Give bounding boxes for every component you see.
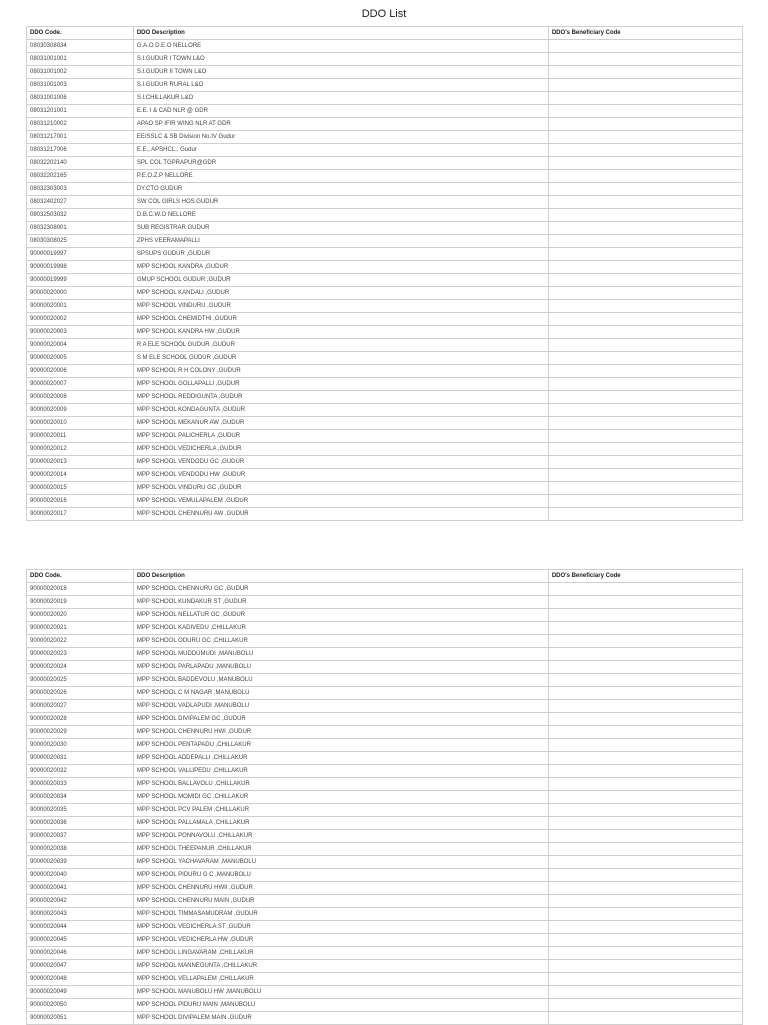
ddo-code-cell: 90000020036 [27,817,134,830]
ddo-code-cell: 08030308025 [27,235,134,248]
ddo-code-cell: 08032308001 [27,222,134,235]
ddo-description-cell: MPP SCHOOL C M NAGAR ,MANUBOLU [133,687,548,700]
table-row [27,430,743,443]
table-row [27,508,743,521]
ddo-code-cell: 90000020028 [27,713,134,726]
ddo-description-cell: S.I.CHILLAKUR L&O [133,92,548,105]
ddo-code-cell: 90000020051 [27,1012,134,1025]
beneficiary-code-cell [548,778,742,791]
ddo-code-cell: 90000020024 [27,661,134,674]
table-row [27,352,743,365]
ddo-description-cell: MPP SCHOOL NELLATUR GC ,GUDUR [133,609,548,622]
beneficiary-code-cell [548,248,742,261]
beneficiary-code-cell [548,495,742,508]
beneficiary-code-cell [548,1012,742,1025]
ddo-description-cell: SUB REGISTRAR GUDUR [133,222,548,235]
ddo-description-cell: MPP SCHOOL REDDIGUNTA ,GUDUR [133,391,548,404]
beneficiary-code-cell [548,144,742,157]
beneficiary-code-cell [548,609,742,622]
beneficiary-code-cell [548,596,742,609]
ddo-description-cell: D.B.C.W.O NELLORE [133,209,548,222]
table-row [27,921,743,934]
table-row [27,895,743,908]
ddo-description-cell: MPP SCHOOL DIVIPALEM GC ,GUDUR [133,713,548,726]
beneficiary-code-cell [548,131,742,144]
table-row [27,765,743,778]
ddo-code-cell: 90000020041 [27,882,134,895]
ddo-description-cell: MPP SCHOOL ADDEPALLI ,CHILLAKUR [133,752,548,765]
table-row [27,843,743,856]
ddo-code-cell: 90000020034 [27,791,134,804]
ddo-description-cell: MPP SCHOOL R H COLONY ,GUDUR [133,365,548,378]
ddo-description-cell: MPP SCHOOL CHENNURU GC ,GUDUR [133,583,548,596]
beneficiary-code-cell [548,765,742,778]
ddo-code-cell: 90000020048 [27,973,134,986]
ddo-description-cell: MPP SCHOOL KADIVEDU ,CHILLAKUR [133,622,548,635]
ddo-description-cell: MPP SCHOOL PALLAMALA ,CHILLAKUR [133,817,548,830]
beneficiary-code-cell [548,443,742,456]
page-title: DDO List [361,8,407,20]
ddo-code-cell: 90000020030 [27,739,134,752]
beneficiary-code-cell [548,843,742,856]
beneficiary-code-cell [548,378,742,391]
table-row [27,739,743,752]
beneficiary-code-cell [548,391,742,404]
beneficiary-code-cell [548,999,742,1012]
beneficiary-code-cell [548,934,742,947]
beneficiary-code-cell [548,713,742,726]
ddo-description-cell: MPP SCHOOL DIVIPALEM MAIN ,GUDUR [133,1012,548,1025]
ddo-code-cell: 90000020044 [27,921,134,934]
ddo-description-cell: MPP SCHOOL CHENNURU MAIN ,GUDUR [133,895,548,908]
ddo-code-cell: 08030308034 [27,40,134,53]
table-row [27,869,743,882]
ddo-description-cell: MPP SCHOOL ODURU GC ,CHILLAKUR [133,635,548,648]
ddo-description-cell: G.A.O D.E.O NELLORE [133,40,548,53]
ddo-description-cell: MPP SCHOOL PIDURU G C ,MANUBOLU [133,869,548,882]
ddo-code-cell: 90000020004 [27,339,134,352]
table-row [27,817,743,830]
beneficiary-code-cell [548,66,742,79]
beneficiary-code-cell [548,365,742,378]
beneficiary-code-cell [548,313,742,326]
ddo-code-cell: 08031201001 [27,105,134,118]
table-row [27,622,743,635]
ddo-code-cell: 08031001003 [27,79,134,92]
ddo-code-cell: 90000020040 [27,869,134,882]
table-row [27,986,743,999]
beneficiary-code-cell [548,118,742,131]
ddo-code-cell: 90000020012 [27,443,134,456]
ddo-description-cell: MPP SCHOOL KONDAGUNTA ,GUDUR [133,404,548,417]
beneficiary-code-cell [548,986,742,999]
ddo-description-cell: MPP SCHOOL MANUBOLU HW ,MANUBOLU [133,986,548,999]
table-row [27,66,743,79]
ddo-description-cell: MPP SCHOOL MEKANUR AW ,GUDUR [133,417,548,430]
ddo-code-cell: 08031210002 [27,118,134,131]
beneficiary-code-cell [548,352,742,365]
ddo-code-cell: 90000020005 [27,352,134,365]
table-row [27,726,743,739]
beneficiary-code-cell [548,700,742,713]
beneficiary-code-cell [548,222,742,235]
beneficiary-code-cell [548,804,742,817]
ddo-description-cell: SPL COL TGPRAPUR@GDR [133,157,548,170]
beneficiary-code-cell [548,469,742,482]
beneficiary-code-cell [548,326,742,339]
beneficiary-code-cell [548,170,742,183]
table-row [27,856,743,869]
ddo-description-cell: MPP SCHOOL LINGAVARAM ,CHILLAKUR [133,947,548,960]
table-row [27,830,743,843]
ddo-description-cell: MPP SCHOOL CHENNURU HWII ,GUDUR [133,882,548,895]
table-row [27,92,743,105]
ddo-code-cell: 90000020039 [27,856,134,869]
ddo-code-cell: 08031217006 [27,144,134,157]
table-row [27,248,743,261]
table-header-row [27,27,743,40]
ddo-code-cell: 90000020007 [27,378,134,391]
table-row [27,635,743,648]
beneficiary-code-cell [548,661,742,674]
beneficiary-code-cell [548,882,742,895]
table-row [27,960,743,973]
ddo-code-cell: 90000020014 [27,469,134,482]
beneficiary-code-cell [548,404,742,417]
ddo-description-cell: MPP SCHOOL KANDRA ,GUDUR [133,261,548,274]
ddo-code-cell: 90000020033 [27,778,134,791]
ddo-code-cell: 90000020050 [27,999,134,1012]
ddo-code-cell: 90000019997 [27,248,134,261]
beneficiary-code-cell [548,830,742,843]
table-row [27,469,743,482]
table-row [27,456,743,469]
header-ddo-code: DDO Code. [27,570,134,583]
table-header-row [27,570,743,583]
header-ddo-description: DDO Description [133,570,548,583]
ddo-description-cell: MPP SCHOOL PCV PALEM ,CHILLAKUR [133,804,548,817]
ddo-code-cell: 90000020016 [27,495,134,508]
ddo-code-cell: 90000020037 [27,830,134,843]
table-row [27,118,743,131]
table-row [27,609,743,622]
ddo-code-cell: 08032303003 [27,183,134,196]
table-row [27,804,743,817]
table-row [27,274,743,287]
table-row [27,170,743,183]
ddo-code-cell: 90000020002 [27,313,134,326]
ddo-description-cell: MPP SCHOOL MANNEGUNTA ,CHILLAKUR [133,960,548,973]
beneficiary-code-cell [548,674,742,687]
ddo-description-cell: S.I.GUDUR RURAL L&O [133,79,548,92]
beneficiary-code-cell [548,92,742,105]
table-row [27,209,743,222]
ddo-code-cell: 90000020001 [27,300,134,313]
ddo-code-cell: 90000020046 [27,947,134,960]
beneficiary-code-cell [548,196,742,209]
beneficiary-code-cell [548,739,742,752]
ddo-description-cell: P.E.O.Z.P NELLORE [133,170,548,183]
ddo-description-cell: MPP SCHOOL CHENNURU AW ,GUDUR [133,508,548,521]
table-row [27,674,743,687]
table-row [27,908,743,921]
beneficiary-code-cell [548,817,742,830]
ddo-description-cell: MPP SCHOOL GOLLAPALLI ,GUDUR [133,378,548,391]
table-row [27,482,743,495]
beneficiary-code-cell [548,947,742,960]
ddo-code-cell: 90000020018 [27,583,134,596]
ddo-description-cell: MPP SCHOOL VEDICHERLA HW ,GUDUR [133,934,548,947]
beneficiary-code-cell [548,209,742,222]
ddo-description-cell: MPP SCHOOL VINDURU GC ,GUDUR [133,482,548,495]
ddo-code-cell: 90000020006 [27,365,134,378]
beneficiary-code-cell [548,300,742,313]
table-row [27,391,743,404]
ddo-code-cell: 90000020032 [27,765,134,778]
table-row [27,287,743,300]
beneficiary-code-cell [548,235,742,248]
ddo-table-1 [26,26,743,521]
ddo-description-cell: DY.CTO GUDUR [133,183,548,196]
table-row [27,752,743,765]
ddo-code-cell: 08032202140 [27,157,134,170]
ddo-description-cell: MPP SCHOOL PIDURU MAIN ,MANUBOLU [133,999,548,1012]
ddo-description-cell: MPP SCHOOL VEDICHERLA ,GUDUR [133,443,548,456]
ddo-description-cell: MPP SCHOOL VENDODU HW ,GUDUR [133,469,548,482]
table-row [27,40,743,53]
ddo-description-cell: MPP SCHOOL PENTAPADU ,CHILLAKUR [133,739,548,752]
beneficiary-code-cell [548,583,742,596]
ddo-code-cell: 08032402027 [27,196,134,209]
ddo-description-cell: MPP SCHOOL VALLIPEDU ,CHILLAKUR [133,765,548,778]
table-row [27,934,743,947]
table-row [27,973,743,986]
beneficiary-code-cell [548,622,742,635]
header-ddo-description: DDO Description [133,27,548,40]
ddo-code-cell: 90000020019 [27,596,134,609]
beneficiary-code-cell [548,908,742,921]
ddo-code-cell: 90000020022 [27,635,134,648]
ddo-description-cell: E.E., APSHCL., Gudur [133,144,548,157]
beneficiary-code-cell [548,508,742,521]
beneficiary-code-cell [548,105,742,118]
beneficiary-code-cell [548,274,742,287]
beneficiary-code-cell [548,856,742,869]
ddo-code-cell: 90000020020 [27,609,134,622]
table-row [27,495,743,508]
table-row [27,1012,743,1025]
beneficiary-code-cell [548,482,742,495]
beneficiary-code-cell [548,635,742,648]
ddo-code-cell: 08031217001 [27,131,134,144]
beneficiary-code-cell [548,456,742,469]
ddo-description-cell: MPP SCHOOL KANDALI ,GUDUR [133,287,548,300]
ddo-description-cell: S M ELE SCHOOL GUDUR ,GUDUR [133,352,548,365]
ddo-description-cell: MPP SCHOOL TIMMASAMUDRAM ,GUDUR [133,908,548,921]
ddo-code-cell: 90000020045 [27,934,134,947]
beneficiary-code-cell [548,791,742,804]
ddo-code-cell: 08032503032 [27,209,134,222]
ddo-code-cell: 90000020008 [27,391,134,404]
ddo-description-cell: ZPHS VEERAMAPALLI [133,235,548,248]
ddo-description-cell: MPP SCHOOL VEDICHERLA ST ,GUDUR [133,921,548,934]
ddo-code-cell: 90000020042 [27,895,134,908]
table-row [27,661,743,674]
table-row [27,583,743,596]
table-row [27,144,743,157]
beneficiary-code-cell [548,960,742,973]
table-row [27,687,743,700]
ddo-description-cell: MPP SCHOOL CHEMIDTHI ,GUDUR [133,313,548,326]
beneficiary-code-cell [548,40,742,53]
ddo-table-2 [26,569,743,1025]
header-beneficiary-code: DDO's Beneficiary Code [548,570,742,583]
ddo-code-cell: 08032202165 [27,170,134,183]
beneficiary-code-cell [548,973,742,986]
ddo-code-cell: 90000020000 [27,287,134,300]
beneficiary-code-cell [548,687,742,700]
table-row [27,378,743,391]
ddo-description-cell: MPP SCHOOL YACHAVARAM ,MANUBOLU [133,856,548,869]
ddo-code-cell: 90000020049 [27,986,134,999]
beneficiary-code-cell [548,79,742,92]
ddo-code-cell: 90000019999 [27,274,134,287]
ddo-description-cell: S.I.GUDUR II TOWN L&O [133,66,548,79]
ddo-description-cell: MPP SCHOOL THEEPANUR ,CHILLAKUR [133,843,548,856]
beneficiary-code-cell [548,869,742,882]
table-row [27,300,743,313]
ddo-code-cell: 90000020043 [27,908,134,921]
table-row [27,183,743,196]
table-row [27,326,743,339]
beneficiary-code-cell [548,895,742,908]
ddo-code-cell: 90000020011 [27,430,134,443]
ddo-description-cell: MPP SCHOOL KANDRA HW ,GUDUR [133,326,548,339]
ddo-description-cell: E.E. I & CAD NLR @ GDR [133,105,548,118]
ddo-code-cell: 90000020013 [27,456,134,469]
table-row [27,79,743,92]
ddo-code-cell: 90000020038 [27,843,134,856]
ddo-code-cell: 90000020009 [27,404,134,417]
table-row [27,53,743,66]
ddo-description-cell: APAO SP IFIR WING NLR AT GDR [133,118,548,131]
ddo-code-cell: 90000020017 [27,508,134,521]
table-row [27,882,743,895]
ddo-description-cell: GMUP SCHOOL GUDUR ,GUDUR [133,274,548,287]
beneficiary-code-cell [548,726,742,739]
table-row [27,791,743,804]
ddo-description-cell: EE/SSLC & SB Division No.IV Gudur [133,131,548,144]
table-row [27,999,743,1012]
header-beneficiary-code: DDO's Beneficiary Code [548,27,742,40]
ddo-description-cell: MPP SCHOOL PONNAVOLU ,CHILLAKUR [133,830,548,843]
ddo-description-cell: MPP SCHOOL VEMULAPALEM ,GUDUR [133,495,548,508]
ddo-description-cell: MPP SCHOOL VELLAPALEM ,CHILLAKUR [133,973,548,986]
table-row [27,222,743,235]
ddo-description-cell: MPP SCHOOL VINDURU ,GUDUR [133,300,548,313]
ddo-code-cell: 90000020025 [27,674,134,687]
ddo-code-cell: 90000019998 [27,261,134,274]
ddo-description-cell: MPP SCHOOL KUNDAKUR ST ,GUDUR [133,596,548,609]
table-row [27,235,743,248]
ddo-code-cell: 08031001006 [27,92,134,105]
ddo-description-cell: R A ELE SCHOOL GUDUR ,GUDUR [133,339,548,352]
beneficiary-code-cell [548,752,742,765]
table-row [27,313,743,326]
table-row [27,365,743,378]
beneficiary-code-cell [548,183,742,196]
ddo-description-cell: MPP SCHOOL BALLAVOLU ,CHILLAKUR [133,778,548,791]
ddo-code-cell: 90000020015 [27,482,134,495]
ddo-description-cell: MPP SCHOOL MUDDUMUDI ,MANUBOLU [133,648,548,661]
ddo-description-cell: SPSUPS GUDUR ,GUDUR [133,248,548,261]
ddo-code-cell: 90000020010 [27,417,134,430]
beneficiary-code-cell [548,417,742,430]
table-row [27,778,743,791]
ddo-description-cell: MPP SCHOOL CHENNURU HWI ,GUDUR [133,726,548,739]
ddo-description-cell: MPP SCHOOL PARLAPADU ,MANUBOLU [133,661,548,674]
ddo-description-cell: SW COL GIRLS HOS.GUDUR [133,196,548,209]
ddo-description-cell: MPP SCHOOL BADDEVOLU ,MANUBOLU [133,674,548,687]
table-row [27,713,743,726]
ddo-description-cell: S.I.GUDUR I TOWN L&O [133,53,548,66]
beneficiary-code-cell [548,287,742,300]
ddo-code-cell: 90000020035 [27,804,134,817]
ddo-description-cell: MPP SCHOOL VADLAPUDI ,MANUBOLU [133,700,548,713]
ddo-code-cell: 90000020047 [27,960,134,973]
beneficiary-code-cell [548,261,742,274]
table-row [27,443,743,456]
ddo-code-cell: 90000020031 [27,752,134,765]
header-ddo-code: DDO Code. [27,27,134,40]
table-row [27,648,743,661]
beneficiary-code-cell [548,921,742,934]
beneficiary-code-cell [548,339,742,352]
table-row [27,196,743,209]
ddo-code-cell: 90000020021 [27,622,134,635]
ddo-code-cell: 90000020027 [27,700,134,713]
ddo-code-cell: 08031001002 [27,66,134,79]
beneficiary-code-cell [548,430,742,443]
table-row [27,105,743,118]
beneficiary-code-cell [548,648,742,661]
table-row [27,700,743,713]
table-row [27,339,743,352]
ddo-description-cell: MPP SCHOOL PALICHERLA ,GUDUR [133,430,548,443]
table-row [27,596,743,609]
ddo-code-cell: 08031001001 [27,53,134,66]
table-row [27,404,743,417]
ddo-code-cell: 90000020026 [27,687,134,700]
ddo-description-cell: MPP SCHOOL VENDODU GC ,GUDUR [133,456,548,469]
ddo-code-cell: 90000020003 [27,326,134,339]
ddo-description-cell: MPP SCHOOL MOMIDI GC ,CHILLAKUR [133,791,548,804]
table-row [27,157,743,170]
beneficiary-code-cell [548,53,742,66]
ddo-code-cell: 90000020029 [27,726,134,739]
ddo-code-cell: 90000020023 [27,648,134,661]
table-row [27,261,743,274]
table-row [27,947,743,960]
beneficiary-code-cell [548,157,742,170]
table-row [27,131,743,144]
table-row [27,417,743,430]
